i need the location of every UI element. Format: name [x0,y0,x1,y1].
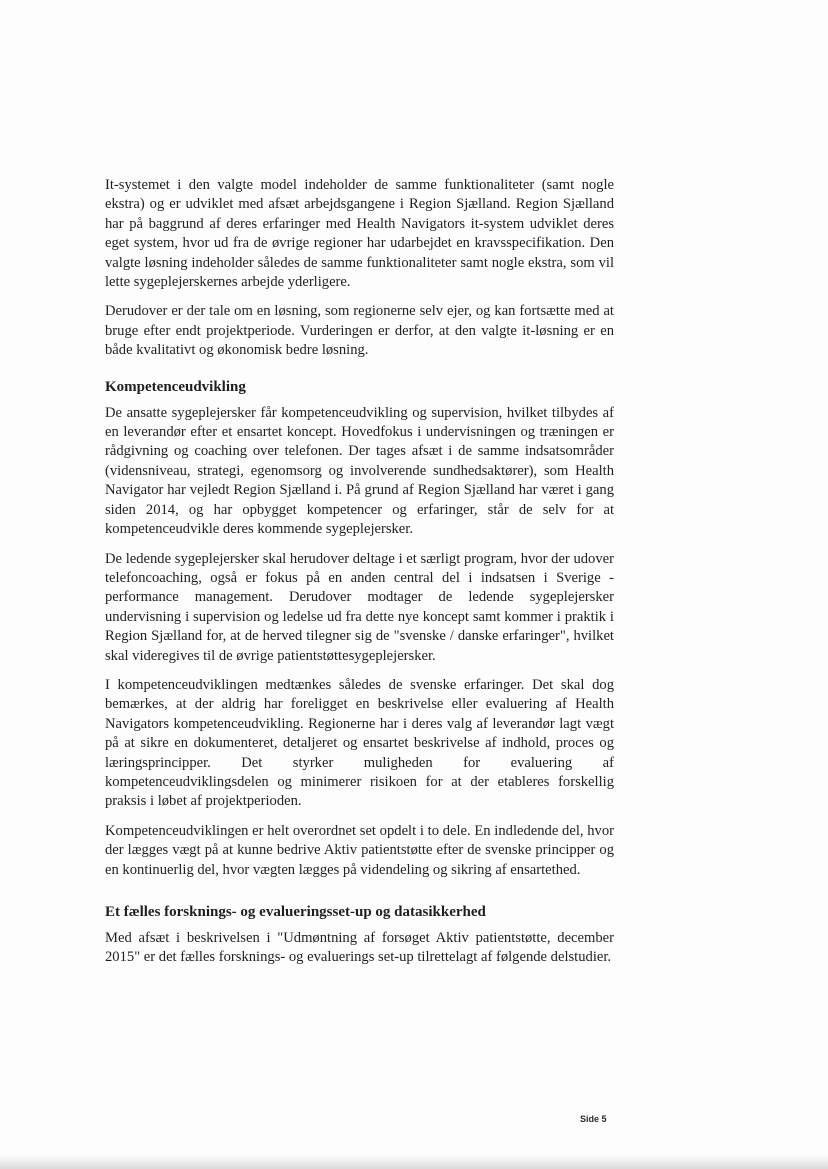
paragraph-competence-2: De ledende sygeplejersker skal herudover deltage i et særligt program, hvor der udover telefoncoaching, også er fokus på en anden central del i indsatsen i Sverige - performance management. Derudover modtager de ledende sygeplejersker undervisning i supervision og ledelse ud fra dette nye koncept samt kommer i praktik i Region Sjælland for, at de herved tilegner sig de "svenske / danske erfaringer", hvilket skal videregives til de øvrige patientstøttesygeplejersker. [105,550,614,664]
section-heading-kompetenceudvikling: Kompetenceudvikling [105,378,246,395]
paragraph-ownership: Derudover er der tale om en løsning, som regionerne selv ejer, og kan fortsætte med at bruge efter endt projektperiode. Vurderingen er derfor, at den valgte it-løsning er en både kvalitativt og økonomisk bedre løsning. [105,303,614,359]
page-body [105,176,614,978]
page-number: Side 5 [580,1114,607,1124]
paragraph-it-system: It-systemet i den valgte model indeholder de samme funktionaliteter (samt nogle ekstra) og er udviklet med afsæt arbejdsgangene i Region Sjælland. Region Sjælland har på baggrund af deres erfaringer med Health Navigators it-system udviklet deres eget system, hvor ud fra de øvrige regioner har udarbejdet en kravsspecifikation. Den valgte løsning indeholder således de samme funktionaliteter samt nogle ekstra, som vil lette sygeplejerskernes arbejde yderligere. [105,177,614,291]
scan-bottom-edge [0,1155,828,1169]
paragraph-competence-3: I kompetenceudviklingen medtænkes således de svenske erfaringer. Det skal dog bemærkes, at der aldrig har foreligget en beskrivelse eller evaluering af Health Navigators kompetenceudvikling. Regionerne har i deres valg af leverandør lagt vægt på at sikre en dokumenteret, detaljeret og ensartet beskrivelse af indhold, proces og læringsprincipper. Det styrker muligheden for evaluering af kompetenceudviklingsdelen og minimerer risikoen for at der etableres forskellig praksis i løbet af projektperioden. [105,676,614,810]
paragraph-research-1: Med afsæt i beskrivelsen i "Udmøntning af forsøget Aktiv patientstøtte, december 2015" er det fælles forsknings- og evaluerings set-up tilrettelagt af følgende delstudier. [105,930,614,966]
paragraph-competence-1: De ansatte sygeplejersker får kompetenceudvikling og supervision, hvilket tilbydes af en leverandør efter et ensartet koncept. Hovedfokus i undervisningen og træningen er rådgivning og coaching over telefonen. Der tages afsæt i de samme indsatsområder (vidensniveau, strategi, egenomsorg og involverende sundhedsaktører), som Health Navigator har vejledt Region Sjælland i. På grund af Region Sjælland har været i gang siden 2014, og har opbygget kompetencer og erfaringer, står de selv for at kompetenceudvikle deres kommende sygeplejersker. [105,404,614,538]
paragraph-competence-4: Kompetenceudviklingen er helt overordnet set opdelt i to dele. En indledende del, hvor der lægges vægt på at kunne bedrive Aktiv patientstøtte efter de svenske principper og en kontinuerlig del, hvor vægten lægges på videndeling og sikring af ensartethed. [105,822,614,878]
section-heading-research-setup: Et fælles forsknings- og evalueringsset-up og datasikkerhed [105,904,486,920]
